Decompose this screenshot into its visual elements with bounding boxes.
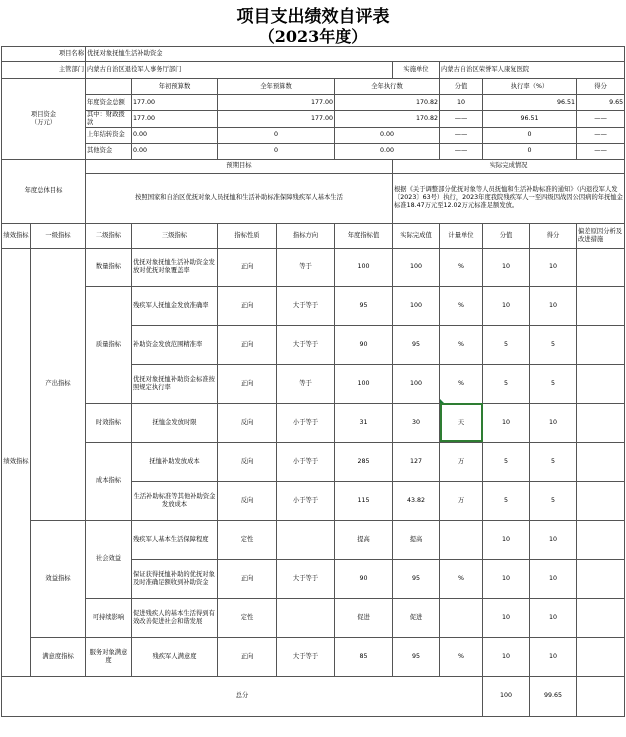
funds-cell: 0: [483, 127, 577, 143]
indicator-direction: 大于等于: [277, 325, 335, 364]
funds-cell: ——: [577, 143, 625, 159]
indicator-target: 31: [335, 403, 393, 442]
funds-cell: 0.00: [132, 143, 218, 159]
expected-goal-header: 预期目标: [86, 159, 393, 173]
l2-social: 社会效益: [86, 520, 132, 598]
header-l3: 三级指标: [132, 223, 218, 248]
indicator-name: 残疾军人满意度: [132, 637, 218, 676]
funds-header: 全年预算数: [218, 79, 335, 95]
indicator-reason: [577, 481, 625, 520]
funds-cell: 177.00: [132, 95, 218, 111]
funds-cell: 96.51: [483, 95, 577, 111]
indicator-actual: 95: [393, 325, 440, 364]
funds-cell: ——: [440, 111, 483, 128]
evaluation-table: [1, 46, 625, 717]
indicator-actual: 100: [393, 286, 440, 325]
indicator-unit-selected-cell[interactable]: 天: [440, 403, 483, 442]
indicator-direction: 大于等于: [277, 286, 335, 325]
project-name-label: 项目名称: [2, 47, 86, 62]
project-name: 优抚对象抚恤生活补助资金: [86, 47, 625, 62]
header-l1: 一级指标: [31, 223, 86, 248]
indicator-name: 抚恤金发放时限: [132, 403, 218, 442]
indicator-direction: 小于等于: [277, 481, 335, 520]
indicator-name: 生活补助标准等其他补助资金发放成本: [132, 481, 218, 520]
indicator-score: 5: [483, 325, 530, 364]
indicator-nature: 反向: [218, 442, 277, 481]
funds-cell: ——: [577, 127, 625, 143]
page-subtitle: （2023年度）: [258, 27, 368, 46]
header-got: 得分: [530, 223, 577, 248]
indicator-direction: 等于: [277, 364, 335, 403]
funds-cell: 0: [218, 143, 335, 159]
indicator-actual: 促进: [393, 598, 440, 637]
funds-cell: 0: [218, 127, 335, 143]
indicator-nature: 反向: [218, 403, 277, 442]
indicator-score: 10: [483, 403, 530, 442]
indicator-target: 90: [335, 559, 393, 598]
impl-label: 实施单位: [393, 62, 440, 79]
indicator-score: 10: [483, 286, 530, 325]
funds-cell: 0: [483, 143, 577, 159]
indicator-name: 保证获得抚恤补助的优抚对象及时准确足额收到补助资金: [132, 559, 218, 598]
indicator-score: 10: [483, 637, 530, 676]
indicator-target: 90: [335, 325, 393, 364]
l2-service: 服务对象满意度: [86, 637, 132, 676]
dept-label: 主管部门: [2, 62, 86, 79]
funds-cell: 10: [440, 95, 483, 111]
actual-goal: 根据《关于调整部分优抚对象等人员抚恤和生活补助标准的通知》（内退役军人发〔2023〕63号）执行，2023年度我院残疾军人一至四级因战因公因病的年抚恤金标准18.47万元至12.02万元标准足额发放。: [393, 173, 625, 223]
funds-cell: ——: [577, 111, 625, 128]
funds-cell: 9.65: [577, 95, 625, 111]
indicator-actual: 95: [393, 637, 440, 676]
indicator-got: 10: [530, 637, 577, 676]
l2-quality: 质量指标: [86, 286, 132, 403]
indicator-nature: 正向: [218, 248, 277, 286]
funds-cell: 0.00: [132, 127, 218, 143]
indicator-name: 抚恤补助发放成本: [132, 442, 218, 481]
goals-label: 年度总体目标: [2, 159, 86, 223]
funds-corner: [86, 79, 132, 95]
indicator-got: 10: [530, 286, 577, 325]
indicator-unit: %: [440, 286, 483, 325]
funds-row-label: 上年结转资金: [86, 127, 132, 143]
indicator-got: 5: [530, 364, 577, 403]
total-score: 100: [483, 676, 530, 716]
indicator-actual: 100: [393, 248, 440, 286]
indicator-nature: 正向: [218, 637, 277, 676]
funds-cell: 0.00: [335, 127, 440, 143]
indicator-unit: %: [440, 325, 483, 364]
indicator-name: 促进残疾人的基本生活得到有效改善促进社会和谐发展: [132, 598, 218, 637]
indicator-direction: [277, 520, 335, 559]
funds-row-label: 其中：财政拨款: [86, 111, 132, 128]
l1-satisfaction: 满意度指标: [31, 637, 86, 676]
indicator-score: 10: [483, 248, 530, 286]
indicator-direction: 小于等于: [277, 403, 335, 442]
funds-cell: 177.00: [218, 111, 335, 128]
indicator-target: 285: [335, 442, 393, 481]
perf-label: 绩效指标: [2, 248, 31, 676]
indicator-reason: [577, 598, 625, 637]
indicator-direction: 等于: [277, 248, 335, 286]
dept-value: 内蒙古自治区退役军人事务厅部门: [86, 62, 393, 79]
indicator-actual: 100: [393, 364, 440, 403]
indicator-reason: [577, 364, 625, 403]
funds-row-label: 年度资金总额: [86, 95, 132, 111]
actual-goal-header: 实际完成情况: [393, 159, 625, 173]
indicator-direction: 大于等于: [277, 637, 335, 676]
indicator-target: 提高: [335, 520, 393, 559]
funds-header: 全年执行数: [335, 79, 440, 95]
total-got: 99.65: [530, 676, 577, 716]
indicator-actual: 43.82: [393, 481, 440, 520]
indicator-target: 100: [335, 364, 393, 403]
indicator-name: 优抚对象抚恤补助资金标准按照规定执行率: [132, 364, 218, 403]
indicator-actual: 95: [393, 559, 440, 598]
funds-cell: 0.00: [335, 143, 440, 159]
indicator-nature: 反向: [218, 481, 277, 520]
indicator-score: 5: [483, 481, 530, 520]
indicator-nature: 正向: [218, 286, 277, 325]
indicator-unit: [440, 598, 483, 637]
indicator-got: 10: [530, 520, 577, 559]
indicator-unit: 万: [440, 481, 483, 520]
indicator-target: 85: [335, 637, 393, 676]
indicator-score: 10: [483, 598, 530, 637]
funds-cell: 170.82: [335, 111, 440, 128]
l2-timeliness: 时效指标: [86, 403, 132, 442]
indicator-got: 5: [530, 325, 577, 364]
indicator-reason: [577, 248, 625, 286]
indicator-nature: 定性: [218, 598, 277, 637]
header-actual: 实际完成值: [393, 223, 440, 248]
header-nature: 指标性质: [218, 223, 277, 248]
funds-label: 项目资金 （万元）: [2, 79, 86, 160]
indicator-target: 95: [335, 286, 393, 325]
indicator-reason: [577, 442, 625, 481]
page-title: 项目支出绩效自评表: [236, 7, 390, 27]
indicator-got: 10: [530, 598, 577, 637]
expected-goal: 按照国家和自治区优抚对象人员抚恤和生活补助标准保障残疾军人基本生活: [86, 173, 393, 223]
funds-cell: 96.51: [483, 111, 577, 128]
indicator-unit: 万: [440, 442, 483, 481]
indicator-reason: [577, 637, 625, 676]
indicator-name: 补助资金发放范围精准率: [132, 325, 218, 364]
indicator-target: 促进: [335, 598, 393, 637]
total-label: 总分: [2, 676, 483, 716]
l2-sustain: 可持续影响: [86, 598, 132, 637]
l2-cost: 成本指标: [86, 442, 132, 520]
header-reason: 偏差原因分析及改进措施: [577, 223, 625, 248]
funds-header: 得分: [577, 79, 625, 95]
indicator-unit: %: [440, 248, 483, 286]
l2-quantity: 数量指标: [86, 248, 132, 286]
indicator-direction: [277, 598, 335, 637]
funds-header: 分值: [440, 79, 483, 95]
indicator-nature: 正向: [218, 325, 277, 364]
indicator-nature: 正向: [218, 559, 277, 598]
funds-header: 执行率（%）: [483, 79, 577, 95]
header-unit: 计量单位: [440, 223, 483, 248]
indicator-reason: [577, 403, 625, 442]
funds-cell: 177.00: [132, 111, 218, 128]
indicator-direction: 小于等于: [277, 442, 335, 481]
indicator-got: 5: [530, 442, 577, 481]
indicator-got: 10: [530, 403, 577, 442]
funds-cell: ——: [440, 143, 483, 159]
indicator-direction: 大于等于: [277, 559, 335, 598]
indicator-got: 5: [530, 481, 577, 520]
indicator-got: 10: [530, 559, 577, 598]
indicator-target: 115: [335, 481, 393, 520]
indicator-reason: [577, 325, 625, 364]
funds-cell: 170.82: [335, 95, 440, 111]
indicator-reason: [577, 286, 625, 325]
funds-cell: ——: [440, 127, 483, 143]
indicator-name: 残疾军人抚恤金发放准确率: [132, 286, 218, 325]
header-perf: 绩效指标: [2, 223, 31, 248]
indicator-unit: %: [440, 364, 483, 403]
indicator-actual: 127: [393, 442, 440, 481]
header-target: 年度指标值: [335, 223, 393, 248]
indicator-reason: [577, 559, 625, 598]
funds-row-label: 其他资金: [86, 143, 132, 159]
indicator-actual: 提高: [393, 520, 440, 559]
header-score: 分值: [483, 223, 530, 248]
indicator-score: 10: [483, 559, 530, 598]
indicator-unit: [440, 520, 483, 559]
l1-output: 产出指标: [31, 248, 86, 520]
funds-cell: 177.00: [218, 95, 335, 111]
header-l2: 二级指标: [86, 223, 132, 248]
indicator-score: 5: [483, 364, 530, 403]
indicator-score: 10: [483, 520, 530, 559]
indicator-unit: %: [440, 637, 483, 676]
indicator-got: 10: [530, 248, 577, 286]
total-reason: [577, 676, 625, 716]
indicator-name: 优抚对象抚恤生活补助资金发放对优抚对象覆盖率: [132, 248, 218, 286]
header-direction: 指标方向: [277, 223, 335, 248]
indicator-reason: [577, 520, 625, 559]
indicator-nature: 定性: [218, 520, 277, 559]
indicator-actual: 30: [393, 403, 440, 442]
impl-value: 内蒙古自治区荣誉军人康复医院: [440, 62, 625, 79]
indicator-target: 100: [335, 248, 393, 286]
indicator-name: 残疾军人基本生活保障程度: [132, 520, 218, 559]
indicator-score: 5: [483, 442, 530, 481]
indicator-nature: 正向: [218, 364, 277, 403]
funds-header: 年初预算数: [132, 79, 218, 95]
indicator-unit: %: [440, 559, 483, 598]
l1-benefit: 效益指标: [31, 520, 86, 637]
